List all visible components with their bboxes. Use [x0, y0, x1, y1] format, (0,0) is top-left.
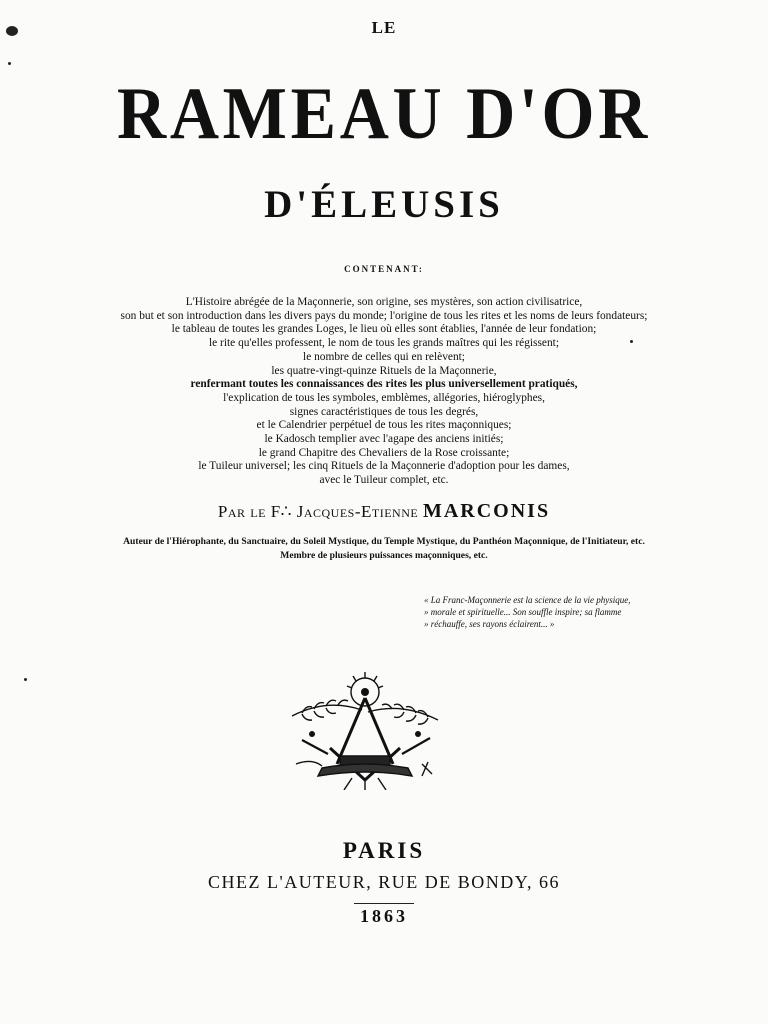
contents-line: le nombre de celles qui en relèvent; — [303, 350, 465, 363]
credits-line: Auteur de l'Hiérophante, du Sanctuaire, du Soleil Mystique, du Temple Mystique, du Panthéon Maçonnique, de l'Initiateur, etc. — [123, 536, 645, 547]
contents-line: signes caractéristiques de tous les degrés, — [289, 405, 479, 418]
contents-line: les quatre-vingt-quinze Rituels de la Maçonnerie, — [271, 364, 497, 377]
contents-line: le rite qu'elles professent, le nom de tous les grands maîtres qui les régissent; — [208, 337, 560, 350]
contents-line: le grand Chapitre des Chevaliers de la Rose croissante; — [258, 446, 510, 459]
contents-list — [14, 296, 754, 488]
contents-line: le Tuileur universel; les cinq Rituels de la Maçonnerie d'adoption pour les dames, — [198, 460, 570, 473]
divider — [354, 903, 414, 904]
contents-heading: CONTENANT: — [344, 264, 424, 274]
contents-line: l'explication de tous les symboles, emblèmes, allégories, hiéroglyphes, — [223, 391, 545, 404]
author-prefix: Par le F∴ Jacques-Etienne — [217, 502, 419, 521]
contents-line: le tableau de toutes les grandes Loges, le lieu où elles sont établies, l'année de leur fondation; — [171, 323, 597, 336]
ink-speck — [630, 340, 633, 343]
book-title: RAMEAU D'OR — [116, 73, 652, 155]
epigraph-line: » morale et spirituelle... Son souffle inspire; sa flamme — [424, 607, 622, 617]
contents-line: et le Calendrier perpétuel de tous les rites maçonniques; — [256, 419, 512, 432]
book-subtitle: D'ÉLEUSIS — [264, 183, 504, 226]
ink-speck — [24, 678, 27, 681]
publisher-address: CHEZ L'AUTEUR, RUE DE BONDY, 66 — [208, 872, 560, 892]
author-line — [0, 500, 768, 523]
contents-line: L'Histoire abrégée de la Maçonnerie, son origine, ses mystères, son action civilisatrice, — [185, 296, 583, 308]
author-surname: MARCONIS — [422, 500, 551, 522]
title-article: LE — [371, 18, 397, 37]
author-credits — [20, 535, 748, 563]
ink-speck — [6, 26, 18, 36]
epigraph-line: « La Franc-Maçonnerie est la science de la vie physique, — [424, 595, 631, 605]
ink-speck — [8, 62, 11, 65]
publication-city: PARIS — [342, 838, 426, 863]
contents-line: son but et son introduction dans les divers pays du monde; l'origine de tous les rites et les noms de leurs fondateurs; — [120, 309, 648, 322]
masonic-emblem-icon — [282, 668, 448, 790]
contents-line: le Kadosch templier avec l'agape des anciens initiés; — [264, 433, 504, 446]
contents-line: renfermant toutes les connaissances des rites les plus universellement pratiqués, — [190, 378, 578, 391]
epigraph — [424, 594, 630, 630]
contents-line: avec le Tuileur complet, etc. — [319, 474, 449, 487]
epigraph-line: » réchauffe, ses rayons éclairent... » — [424, 619, 555, 629]
publication-year: 1863 — [360, 906, 408, 926]
credits-line: Membre de plusieurs puissances maçonniques, etc. — [280, 550, 488, 561]
